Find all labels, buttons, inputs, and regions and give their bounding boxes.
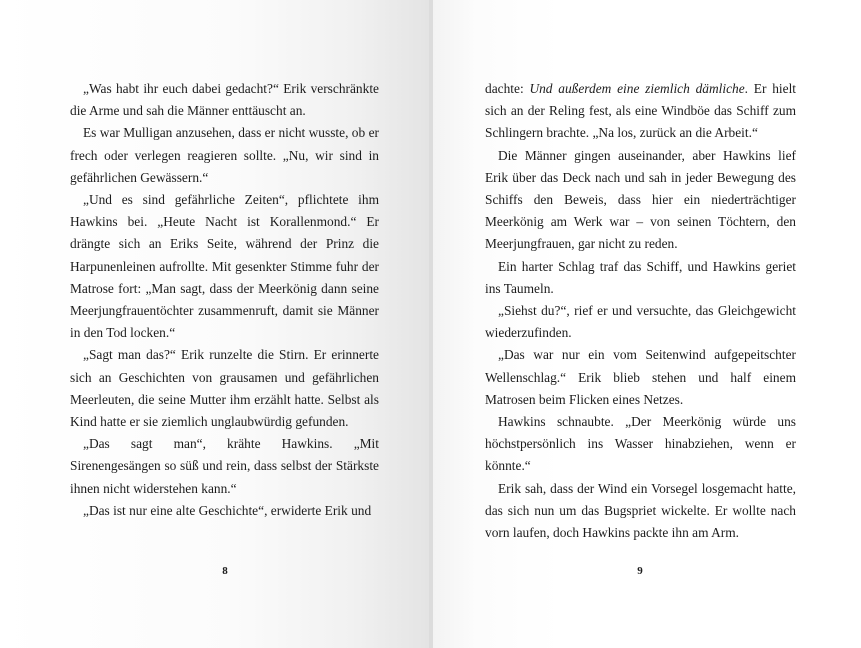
- page-number-right: 9: [637, 565, 643, 577]
- paragraph: Die Männer gingen auseinander, aber Hawkins lief Erik über das Deck nach und sah in jeder Bewegung des Schiffs den Beweis, dass hier ein niederträchtiger Meerkönig am Werk war – von seinen Töchtern, den Meerjungfrauen, gar nicht zu reden.: [485, 147, 796, 252]
- paragraph: Ein harter Schlag traf das Schiff, und Hawkins geriet ins Taumeln.: [485, 258, 796, 296]
- paragraph: Erik sah, dass der Wind ein Vorsegel losgemacht hatte, das sich nun um das Bugspriet wickelte. Er wollte nach vorn laufen, doch Hawkins packte ihn am Arm.: [485, 480, 796, 541]
- left-page: [0, 0, 429, 648]
- paragraph: Hawkins schnaubte. „Der Meerkönig würde uns höchstpersönlich ins Wasser hinabziehen, wenn er könnte.“: [485, 414, 796, 474]
- paragraph: „Was habt ihr euch dabei gedacht?“ Erik verschränkte die Arme und sah die Männer enttäuscht an.: [70, 81, 379, 119]
- right-page-text: [485, 78, 796, 544]
- paragraph: Es war Mulligan anzusehen, dass er nicht wusste, ob er frech oder verlegen reagieren sollte. „Nu, wir sind in gefährlichen Gewässern.“: [70, 125, 379, 185]
- left-page-text: [70, 78, 379, 522]
- paragraph: „Das ist nur eine alte Geschichte“, erwiderte Erik und: [83, 502, 372, 518]
- right-page: [433, 0, 861, 648]
- paragraph: „Und es sind gefährliche Zeiten“, pflichtete ihm Hawkins bei. „Heute Nacht ist Korallenmond.“ Er drängte sich an Eriks Seite, während der Prinz die Harpunenleinen aufrollte. Mit gesenkter Stimme fuhr der Matrose fort: „Man sagt, dass der Meerkönig dann seine Meerjungfrauentöchter zusammenruft, damit sie Männer in den Tod locken.“: [70, 192, 379, 341]
- paragraph: „Sagt man das?“ Erik runzelte die Stirn. Er erinnerte sich an Geschichten von grausamen und gefährlichen Meerleuten, die seine Mutter ihm erzählt hatte. Selbst als Kind hatte er sie ziemlich unglaubwürdig gefunden.: [70, 347, 379, 430]
- page-number-left: 8: [222, 565, 228, 577]
- paragraph: „Das sagt man“, krähte Hawkins. „Mit Sirenengesängen so süß und rein, dass selbst der Stärkste ihnen nicht widerstehen kann.“: [70, 436, 379, 496]
- paragraph-start: dachte:: [485, 81, 530, 96]
- italic-thought: Und außerdem eine ziemlich dämliche: [529, 81, 745, 96]
- paragraph: [485, 78, 796, 145]
- paragraph-rest: . Er hielt sich an der Reling fest, als eine Windböe das Schiff zum Schlingern brachte. „Na los, zurück an die Arbeit.“: [485, 81, 797, 141]
- paragraph: „Das war nur ein vom Seitenwind aufgepeitschter Wellenschlag.“ Erik blieb stehen und half einem Matrosen beim Flicken eines Netzes.: [485, 347, 796, 407]
- paragraph: „Siehst du?“, rief er und versuchte, das Gleichgewicht wiederzufinden.: [485, 303, 796, 341]
